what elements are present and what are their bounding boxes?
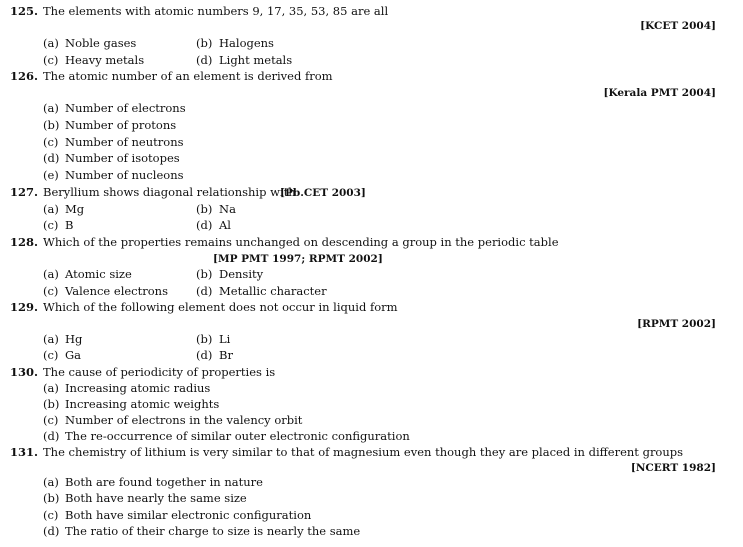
question-source: [NCERT 1982] <box>630 462 716 474</box>
option-label: (c) <box>43 53 59 67</box>
option-label: (b) <box>196 202 213 216</box>
option-text: Br <box>219 348 233 362</box>
question-text: The cause of periodicity of properties is <box>43 365 276 379</box>
option-text: Heavy metals <box>65 53 145 67</box>
option-label: (c) <box>43 413 59 427</box>
question-text: Beryllium shows diagonal relationship with <box>43 185 296 199</box>
option-text: Ga <box>65 348 82 362</box>
option-text: Light metals <box>219 53 293 67</box>
option-text: Number of electrons in the valency orbit <box>65 413 303 427</box>
option-label: (b) <box>43 491 60 505</box>
option-label: (d) <box>196 284 213 298</box>
question-source: [Kerala PMT 2004] <box>603 87 716 99</box>
option-label: (b) <box>196 267 213 281</box>
question-number: 129. <box>10 300 39 314</box>
option-label: (a) <box>43 202 59 216</box>
option-text: Both have nearly the same size <box>65 491 247 505</box>
question-source: [MP PMT 1997; RPMT 2002] <box>213 253 383 265</box>
option-label: (d) <box>43 429 60 443</box>
option-text: Hg <box>65 332 83 346</box>
option-text: Valence electrons <box>65 284 168 298</box>
option-text: Number of protons <box>65 118 177 132</box>
option-text: Increasing atomic weights <box>65 397 220 411</box>
option-text: Both have similar electronic configuration <box>65 508 312 522</box>
option-label: (c) <box>43 284 59 298</box>
question-number: 127. <box>10 185 39 199</box>
option-text: Metallic character <box>219 284 327 298</box>
option-label: (a) <box>43 381 59 395</box>
question-source: [RPMT 2002] <box>637 318 716 330</box>
option-label: (a) <box>43 101 59 115</box>
option-text: The ratio of their charge to size is nearly the same <box>65 524 361 538</box>
question-text: Which of the properties remains unchanged on descending a group in the periodic table <box>43 235 559 249</box>
option-text: Noble gases <box>65 36 137 50</box>
option-label: (b) <box>43 397 60 411</box>
option-label: (d) <box>196 348 213 362</box>
option-text: Number of nucleons <box>65 168 184 182</box>
option-label: (c) <box>43 508 59 522</box>
option-label: (a) <box>43 475 59 489</box>
option-label: (c) <box>43 348 59 362</box>
option-label: (b) <box>196 36 213 50</box>
option-label: (a) <box>43 267 59 281</box>
question-number: 131. <box>10 445 39 459</box>
option-label: (b) <box>196 332 213 346</box>
option-text: Density <box>219 267 264 281</box>
option-label: (d) <box>196 53 213 67</box>
option-text: Atomic size <box>65 267 132 281</box>
question-number: 130. <box>10 365 39 379</box>
option-text: Number of isotopes <box>65 151 180 165</box>
question-text: The elements with atomic numbers 9, 17, 35, 53, 85 are all <box>43 4 389 18</box>
question-text: Which of the following element does not occur in liquid form <box>43 300 398 314</box>
option-label: (c) <box>43 218 59 232</box>
option-label: (e) <box>43 168 59 182</box>
option-label: (d) <box>196 218 213 232</box>
option-text: Halogens <box>219 36 274 50</box>
option-text: Increasing atomic radius <box>65 381 211 395</box>
option-text: Al <box>219 218 231 232</box>
option-label: (a) <box>43 332 59 346</box>
question-number: 128. <box>10 235 39 249</box>
question-text: The atomic number of an element is derived from <box>43 69 333 83</box>
question-text: The chemistry of lithium is very similar to that of magnesium even though they are placed in different groups <box>43 445 684 459</box>
option-text: Na <box>219 202 236 216</box>
option-text: Both are found together in nature <box>65 475 263 489</box>
option-label: (b) <box>43 118 60 132</box>
option-text: Number of neutrons <box>65 135 184 149</box>
question-number: 125. <box>10 4 39 18</box>
question-number: 126. <box>10 69 39 83</box>
question-source: [Pb.CET 2003] <box>280 187 366 199</box>
option-text: The re-occurrence of similar outer electronic configuration <box>65 429 410 443</box>
option-text: B <box>65 218 74 232</box>
option-label: (a) <box>43 36 59 50</box>
option-text: Mg <box>65 202 85 216</box>
option-label: (c) <box>43 135 59 149</box>
option-label: (d) <box>43 151 60 165</box>
option-text: Li <box>219 332 231 346</box>
option-label: (d) <box>43 524 60 538</box>
question-source: [KCET 2004] <box>640 20 716 32</box>
option-text: Number of electrons <box>65 101 186 115</box>
